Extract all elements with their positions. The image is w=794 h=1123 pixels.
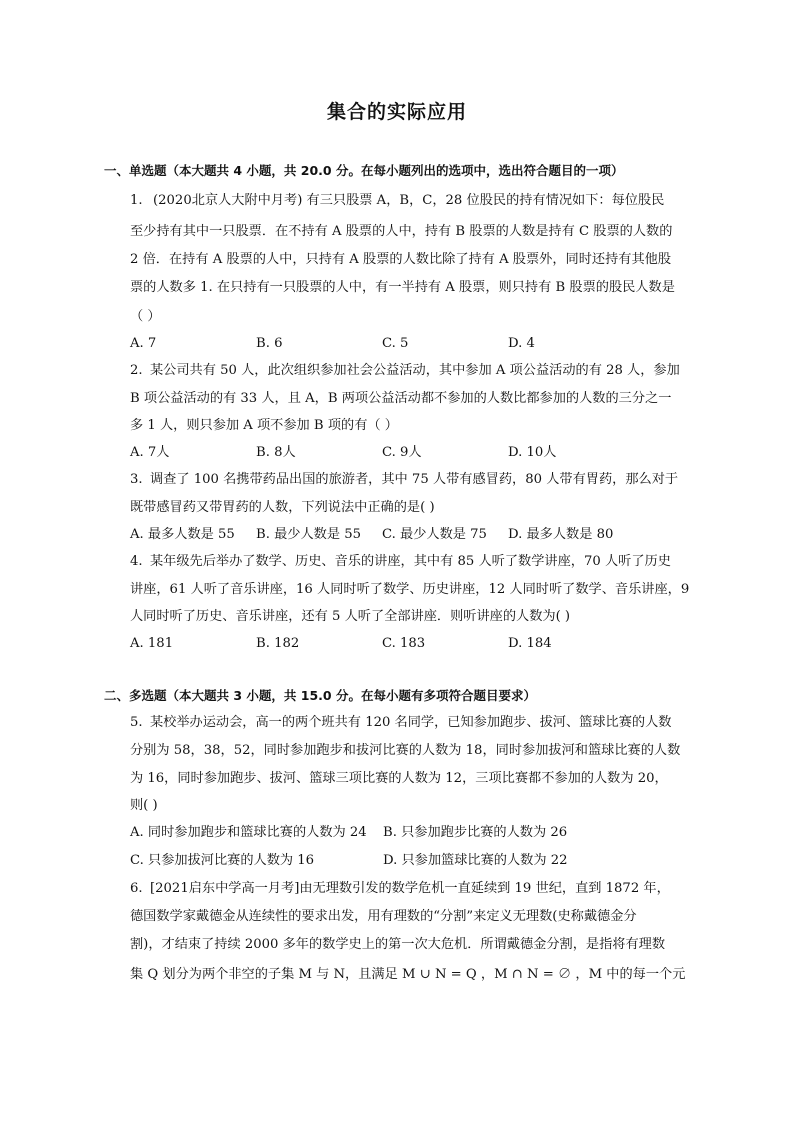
section-heading-single-choice: 一、单选题（本大题共 4 小题，共 20.0 分。在每小题列出的选项中，选出符合题目的一项） [104, 163, 624, 178]
question-line: 多 1 人，则只参加 A 项不参加 B 项的有（ ） [130, 418, 398, 433]
option-d: D. 184 [508, 636, 552, 651]
option-c: C. 183 [382, 636, 426, 651]
option-b: B. 只参加跑步比赛的人数为 26 [383, 825, 568, 840]
question-line: 集 Q 划分为两个非空的子集 M 与 N，且满足 M ∪ N = Q ，M ∩ N = ∅ ，M 中的每一个元 [130, 967, 686, 982]
option-a: A. 最多人数是 55 [130, 527, 235, 542]
question-number: 1. [130, 193, 143, 208]
question-line: B 项公益活动的有 33 人，且 A，B 两项公益活动都不参加的人数比都参加的人数的三分之一 [130, 391, 672, 406]
question-line: 德国数学家戴德金从连续性的要求出发，用有理数的“分割”来定义无理数(史称戴德金分 [130, 909, 637, 924]
option-d: D. 10人 [508, 445, 557, 460]
question-line: [2021启东中学高一月考]由无理数引发的数学危机一直延续到 19 世纪，直到 1872 年， [150, 881, 670, 896]
question-number: 6. [130, 881, 143, 896]
question-line: (2020北京人大附中月考) 有三只股票 A，B，C，28 位股民的持有情况如下：每位股民 [153, 193, 665, 208]
question-line: 讲座，61 人听了音乐讲座，16 人同时听了数学、历史讲座，12 人同时听了数学、音乐讲座，9 [130, 582, 690, 597]
question-line: 为 16，同时参加跑步、拔河、篮球三项比赛的人数为 12，三项比赛都不参加的人数为 20， [130, 771, 668, 786]
question-number: 3. [130, 472, 143, 487]
question-number: 2. [130, 363, 143, 378]
question-line: 2 倍．在持有 A 股票的人中，只持有 A 股票的人数比除了持有 A 股票外，同时还持有其他股 [130, 252, 672, 267]
option-d: D. 最多人数是 80 [508, 527, 614, 542]
option-a: A. 181 [130, 636, 174, 651]
question-number: 4. [130, 554, 143, 569]
option-b: B. 6 [256, 336, 283, 351]
question-line: 调查了 100 名携带药品出国的旅游者，其中 75 人带有感冒药，80 人带有胃药，那么对于 [150, 472, 679, 487]
option-a: A. 同时参加跑步和篮球比赛的人数为 24 [130, 825, 367, 840]
option-d: D. 4 [508, 336, 535, 351]
question-line: 至少持有其中一只股票．在不持有 A 股票的人中，持有 B 股票的人数是持有 C 股票的人数的 [130, 224, 673, 239]
question-line: 票的人数多 1. 在只持有一只股票的人中，有一半持有 A 股票，则只持有 B 股票的股民人数是 [130, 280, 675, 295]
option-b: B. 182 [256, 636, 300, 651]
option-b: B. 8人 [256, 445, 296, 460]
page-title: 集合的实际应用 [326, 101, 467, 123]
question-line: 割)，才结束了持续 2000 多年的数学史上的第一次大危机．所谓戴德金分割，是指将有理数 [130, 937, 666, 952]
question-line: （ ） [130, 309, 161, 324]
option-c: C. 只参加拔河比赛的人数为 16 [130, 853, 315, 868]
question-line: 某年级先后举办了数学、历史、音乐的讲座，其中有 85 人听了数学讲座，70 人听了历史 [150, 554, 671, 569]
question-line: 某公司共有 50 人，此次组织参加社会公益活动，其中参加 A 项公益活动的有 28 人，参加 [150, 363, 680, 378]
question-line: 某校举办运动会，高一的两个班共有 120 名同学，已知参加跑步、拔河、篮球比赛的人数 [150, 715, 672, 730]
question-line: 既带感冒药又带胃药的人数，下列说法中正确的是( ) [130, 500, 435, 515]
option-c: C. 5 [382, 336, 409, 351]
option-c: C. 9人 [382, 445, 422, 460]
option-a: A. 7 [130, 336, 157, 351]
option-a: A. 7人 [130, 445, 170, 460]
question-number: 5. [130, 715, 143, 730]
question-line: 则( ) [130, 798, 158, 813]
question-line: 人同时听了历史、音乐讲座，还有 5 人听了全部讲座．则听讲座的人数为( ) [130, 609, 571, 624]
question-line: 分别为 58，38，52，同时参加跑步和拔河比赛的人数为 18，同时参加拔河和篮球比赛的人数 [130, 743, 681, 758]
section-heading-multi-choice: 二、多选题（本大题共 3 小题，共 15.0 分。在每小题有多项符合题目要求） [104, 688, 536, 703]
option-b: B. 最少人数是 55 [256, 527, 361, 542]
option-c: C. 最少人数是 75 [382, 527, 487, 542]
option-d: D. 只参加篮球比赛的人数为 22 [383, 853, 568, 868]
